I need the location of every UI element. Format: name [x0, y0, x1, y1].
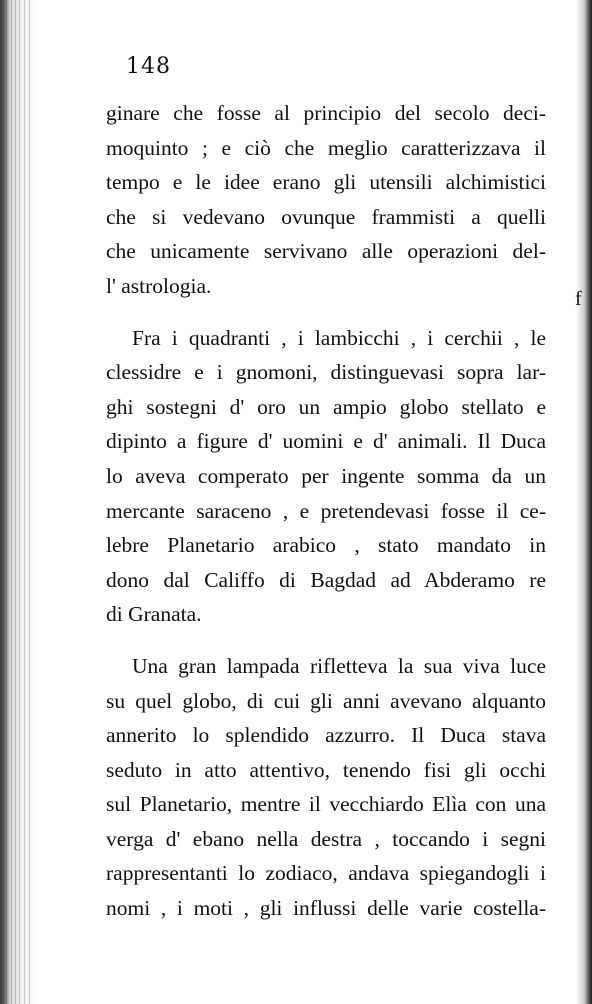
margin-mark: f: [575, 288, 582, 310]
text-line: clessidre e i gnomoni, distinguevasi sopra lar-: [106, 360, 546, 385]
page-edge-shadow: [576, 0, 592, 1004]
text-line: che si vedevano ovunque frammisti a quelli: [106, 204, 546, 229]
text-line: su quel globo, di cui gli anni avevano alquanto: [106, 688, 546, 713]
text-line: lebre Planetario arabico , stato mandato in: [106, 533, 546, 558]
text-line: lo aveva comperato per ingente somma da un: [106, 463, 546, 488]
body-text: [106, 96, 546, 926]
text-line: Una gran lampada rifletteva la sua viva luce: [132, 653, 546, 678]
text-line: ginare che fosse al principio del secolo deci-: [106, 101, 546, 125]
text-line: dipinto a figure d' uomini e d' animali. Il Duca: [106, 429, 546, 454]
book-gutter-shadow: [0, 0, 52, 1004]
text-line: ghi sostegni d' oro un ampio globo stellato e: [106, 394, 546, 419]
page-number: 148: [126, 54, 171, 79]
text-line: l' astrologia.: [106, 273, 212, 298]
text-line: verga d' ebano nella destra , toccando i segni: [106, 826, 546, 851]
text-line: moquinto ; e ciò che meglio caratterizzava il: [106, 135, 546, 160]
text-line: rappresentanti lo zodiaco, andava spiegandogli i: [106, 861, 546, 886]
text-line: nomi , i moti , gli influssi delle varie costella-: [106, 896, 546, 921]
text-line: Fra i quadranti , i lambicchi , i cerchii , le: [132, 325, 546, 350]
text-line: di Granata.: [106, 602, 202, 627]
text-line: dono dal Califfo di Bagdad ad Abderamo re: [106, 567, 546, 592]
text-line: sul Planetario, mentre il vecchiardo Elìa con una: [106, 792, 546, 817]
text-line: mercante saraceno , e pretendevasi fosse il ce-: [106, 498, 546, 523]
text-line: tempo e le idee erano gli utensili alchimistici: [106, 170, 546, 195]
text-line: seduto in atto attentivo, tenendo fisi gli occhi: [106, 757, 546, 782]
text-line: che unicamente servivano alle operazioni del-: [106, 239, 546, 264]
text-line: annerito lo splendido azzurro. Il Duca stava: [106, 723, 546, 748]
